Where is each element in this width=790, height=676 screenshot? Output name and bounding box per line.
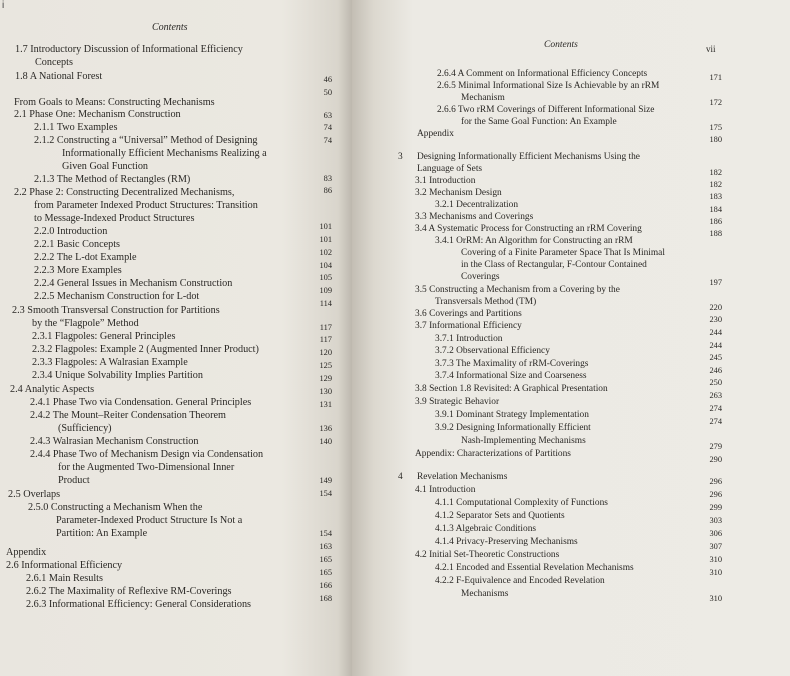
toc-entry: 3.1 Introduction [415,176,476,186]
toc-entry: 2.4.2 The Mount–Reiter Condensation Theorem [30,410,226,421]
toc-entry: 2.6 Informational Efficiency [6,560,123,571]
toc-entry: Designing Informationally Efficient Mechanisms Using the [417,152,640,162]
page-number: 83 [323,174,332,183]
toc-entry: in the Class of Rectangular, F-Contour Contained [461,260,647,270]
toc-entry: 2.3.1 Flagpoles: General Principles [32,331,176,342]
page-number: 296 [709,477,722,486]
left-page [0,0,352,676]
toc-entry: 2.6.3 Informational Efficiency: General Considerations [26,599,252,610]
toc-entry: Product [58,475,90,486]
toc-entry: from Parameter Indexed Product Structures: Transition [34,200,258,211]
toc-entry: 3.2 Mechanism Design [415,188,502,198]
toc-entry: 3.7 Informational Efficiency [415,321,522,331]
toc-entry: 2.2.4 General Issues in Mechanism Construction [34,278,233,289]
toc-entry: Covering of a Finite Parameter Space That Is Minimal [461,248,665,258]
toc-entry: 3.3 Mechanisms and Coverings [415,212,534,222]
toc-entry: 2.6.4 A Comment on Informational Efficiency Concepts [437,69,648,79]
page-number: 244 [709,328,722,337]
toc-entry: Concepts [35,57,73,68]
toc-entry: Revelation Mechanisms [417,472,508,482]
page-number: 163 [319,542,332,551]
page-number: 188 [709,229,722,238]
toc-entry: 3.7.2 Observational Efficiency [435,346,550,356]
toc-entry: (Sufficiency) [58,423,112,434]
page-number: 46 [323,75,332,84]
toc-entry: Nash-Implementing Mechanisms [461,436,586,446]
toc-entry: 4.1.2 Separator Sets and Quotients [435,511,565,521]
toc-entry: Given Goal Function [62,161,149,172]
chapter-number: 3 [398,152,403,162]
page-number: 129 [319,374,332,383]
toc-entry: 4.2.2 F-Equivalence and Encoded Revelation [435,576,605,586]
toc-entry: Language of Sets [417,164,483,174]
page-number: 182 [709,168,722,177]
page-number: 125 [319,361,332,370]
page-number: 109 [319,286,332,295]
toc-entry: 3.9 Strategic Behavior [415,397,500,407]
page-number: 244 [709,341,722,350]
toc-entry: Parameter-Indexed Product Structure Is Not a [56,515,243,526]
toc-entry: for the Augmented Two-Dimensional Inner [58,462,235,473]
page-number: 183 [709,192,722,201]
page-number: 86 [323,186,332,195]
page-number: 50 [323,88,332,97]
toc-entry: Appendix [417,129,454,139]
toc-entry: From Goals to Means: Constructing Mechanisms [14,97,215,108]
page-folio: vii [706,44,716,54]
toc-entry: 2.5.0 Constructing a Mechanism When the [28,502,203,513]
toc-entry: 2.2 Phase 2: Constructing Decentralized Mechanisms, [14,187,235,198]
toc-entry: Coverings [461,272,500,282]
toc-entry: 2.1.2 Constructing a “Universal” Method of Designing [34,135,258,146]
page-number: 263 [709,391,722,400]
toc-entry: 2.3.4 Unique Solvability Implies Partition [32,370,203,381]
page-number: 154 [319,529,332,538]
toc-entry: Mechanisms [461,589,509,599]
toc-entry: 2.4 Analytic Aspects [10,384,95,395]
page-number: 197 [709,278,722,287]
page-number: 245 [709,353,722,362]
page-number: 175 [709,123,722,132]
page-number: 182 [709,180,722,189]
toc-entry: 4.2 Initial Set-Theoretic Constructions [415,550,560,560]
toc-entry: Appendix [6,547,47,558]
toc-entry: 2.2.2 The L-dot Example [34,252,137,263]
page-number: 274 [709,404,722,413]
toc-entry: Informationally Efficient Mechanisms Realizing a [62,148,267,159]
page-number: 117 [319,323,332,332]
toc-entries-right [352,0,790,676]
toc-entry: 3.7.3 The Maximality of rRM-Coverings [435,359,589,369]
page-number: 310 [709,568,722,577]
page-number: 120 [319,348,332,357]
toc-entry: 2.6.1 Main Results [26,573,103,584]
toc-entry: 2.6.2 The Maximality of Reflexive RM-Coverings [26,586,232,597]
page-number: 140 [319,437,332,446]
page-number: 290 [709,455,722,464]
page-number: 74 [323,123,332,132]
toc-entry: 4.2.1 Encoded and Essential Revelation Mechanisms [435,563,634,573]
toc-entry: 2.4.3 Walrasian Mechanism Construction [30,436,199,447]
toc-entry: 3.6 Coverings and Partitions [415,309,522,319]
toc-entry: 3.7.4 Informational Size and Coarseness [435,371,587,381]
page-number: 105 [319,273,332,282]
toc-entry: 3.9.1 Dominant Strategy Implementation [435,410,589,420]
toc-entry: 2.2.3 More Examples [34,265,122,276]
page-number: 296 [709,490,722,499]
toc-entry: 4.1.1 Computational Complexity of Functions [435,498,608,508]
toc-entry: 3.2.1 Decentralization [435,200,519,210]
toc-entry: 2.4.4 Phase Two of Mechanism Design via Condensation [30,449,264,460]
page-number: 250 [709,378,722,387]
toc-entry: to Message-Indexed Product Structures [34,213,195,224]
toc-entry: Mechanism [461,93,505,103]
page-number: 117 [319,335,332,344]
page-number: 166 [319,581,332,590]
page-number: 279 [709,442,722,451]
toc-entry: 2.6.5 Minimal Informational Size Is Achievable by an rRM [437,81,660,91]
chapter-number: 4 [398,472,403,482]
toc-entry: 2.4.1 Phase Two via Condensation. General Principles [30,397,252,408]
running-header-left: Contents [152,22,188,33]
page-number: 220 [709,303,722,312]
toc-entry: Partition: An Example [56,528,148,539]
page-number: 130 [319,387,332,396]
page-number: 63 [323,111,332,120]
toc-entry: 2.3.2 Flagpoles: Example 2 (Augmented Inner Product) [32,344,259,355]
page-number: 101 [319,235,332,244]
page-number: 149 [319,476,332,485]
right-page [352,0,790,676]
toc-entry: 2.1 Phase One: Mechanism Construction [14,109,181,120]
toc-entry: 1.7 Introductory Discussion of Informational Efficiency [15,44,243,55]
toc-entry: 2.5 Overlaps [8,489,61,500]
page-number: 114 [319,299,332,308]
page-number: 180 [709,135,722,144]
page-number: 172 [709,98,722,107]
toc-entry: 3.4 A Systematic Process for Constructing an rRM Covering [415,224,642,234]
page-number: 299 [709,503,722,512]
toc-entry: Transversals Method (TM) [435,297,537,307]
toc-entry: 2.3.3 Flagpoles: A Walrasian Example [32,357,188,368]
toc-entry: 3.5 Constructing a Mechanism from a Covering by the [415,285,620,295]
toc-entry: 1.8 A National Forest [15,71,103,82]
toc-entry: 2.3 Smooth Transversal Construction for Partitions [12,305,220,316]
toc-entry: for the Same Goal Function: An Example [461,117,617,127]
page-number: 168 [319,594,332,603]
corner-mark: i [2,0,5,11]
toc-entries-left [0,0,352,676]
page-number: 310 [709,555,722,564]
toc-entry: 4.1.4 Privacy-Preserving Mechanisms [435,537,578,547]
toc-entry: by the “Flagpole” Method [32,318,139,329]
toc-entry: 4.1.3 Algebraic Conditions [435,524,537,534]
page-number: 104 [319,261,332,270]
page-number: 274 [709,417,722,426]
page-number: 131 [319,400,332,409]
toc-entry: 2.2.1 Basic Concepts [34,239,121,250]
page-number: 307 [709,542,722,551]
running-header-right: Contents [544,40,578,50]
toc-entry: 3.9.2 Designing Informationally Efficient [435,423,591,433]
page-number: 165 [319,555,332,564]
page-number: 186 [709,217,722,226]
page-number: 310 [709,594,722,603]
toc-entry: 2.2.0 Introduction [34,226,108,237]
toc-entry: 4.1 Introduction [415,485,476,495]
page-number: 306 [709,529,722,538]
page-number: 184 [709,205,722,214]
page-number: 74 [323,136,332,145]
page-number: 171 [709,73,722,82]
toc-entry: 3.4.1 OrRM: An Algorithm for Constructing an rRM [435,236,633,246]
page-number: 246 [709,366,722,375]
toc-entry: 3.8 Section 1.8 Revisited: A Graphical Presentation [415,384,608,394]
page-number: 154 [319,489,332,498]
toc-entry: 3.7.1 Introduction [435,334,503,344]
toc-entry: Appendix: Characterizations of Partitions [415,449,571,459]
page-number: 303 [709,516,722,525]
toc-entry: 2.2.5 Mechanism Construction for L-dot [34,291,200,302]
toc-entry: 2.1.3 The Method of Rectangles (RM) [34,174,191,185]
page-number: 102 [319,248,332,257]
toc-entry: 2.1.1 Two Examples [34,122,118,133]
page-number: 230 [709,315,722,324]
page-number: 136 [319,424,332,433]
page-number: 165 [319,568,332,577]
toc-entry: 2.6.6 Two rRM Coverings of Different Informational Size [437,105,655,115]
page-number: 101 [319,222,332,231]
